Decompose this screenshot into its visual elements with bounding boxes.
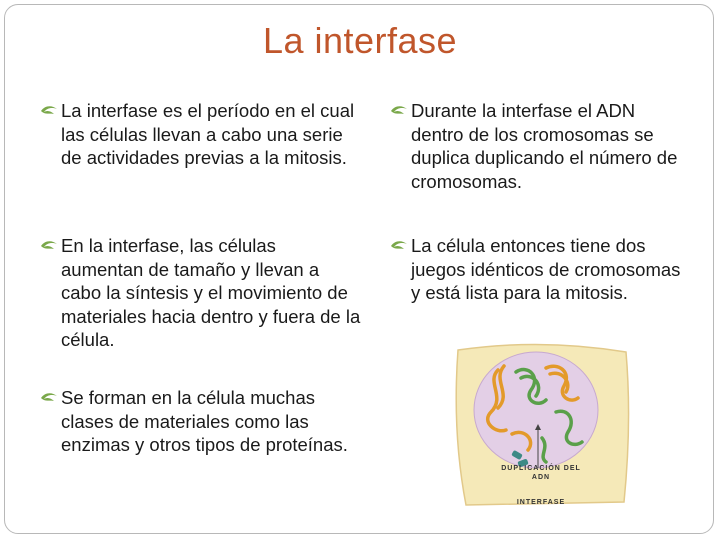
bullet-text: En la interfase, las células aumentan de tamaño y llevan a cabo la síntesis y el movimiento de materiales hacia dentro y fuera de la célula.	[61, 235, 361, 350]
interphase-cell-figure	[446, 342, 636, 507]
bullet-left-1	[61, 99, 361, 170]
bullet-text: Durante la interfase el ADN dentro de los cromosomas se duplica duplicando el número de cromosomas.	[411, 100, 678, 192]
bullet-text: La interfase es el período en el cual las células llevan a cabo una serie de actividades previas a la mitosis.	[61, 100, 355, 168]
bullet-text: Se forman en la célula muchas clases de materiales como las enzimas y otros tipos de proteínas.	[61, 387, 348, 455]
bullet-icon	[390, 105, 408, 117]
bullet-icon	[390, 240, 408, 252]
cell-illustration	[446, 342, 636, 507]
bullet-icon	[40, 105, 58, 117]
bullet-text: La célula entonces tiene dos juegos idénticos de cromosomas y está lista para la mitosis.	[411, 235, 681, 303]
bullet-right-2	[411, 234, 686, 305]
label-interphase: INTERFASE	[516, 499, 566, 506]
bullet-icon	[40, 240, 58, 252]
bullet-left-2	[61, 234, 361, 352]
bullet-icon	[40, 392, 58, 404]
bullet-right-1	[411, 99, 686, 193]
slide-title: La interfase	[262, 20, 458, 61]
bullet-left-3	[61, 386, 361, 457]
label-dna-duplication: DUPLICACIÓN DEL ADN	[501, 465, 581, 481]
